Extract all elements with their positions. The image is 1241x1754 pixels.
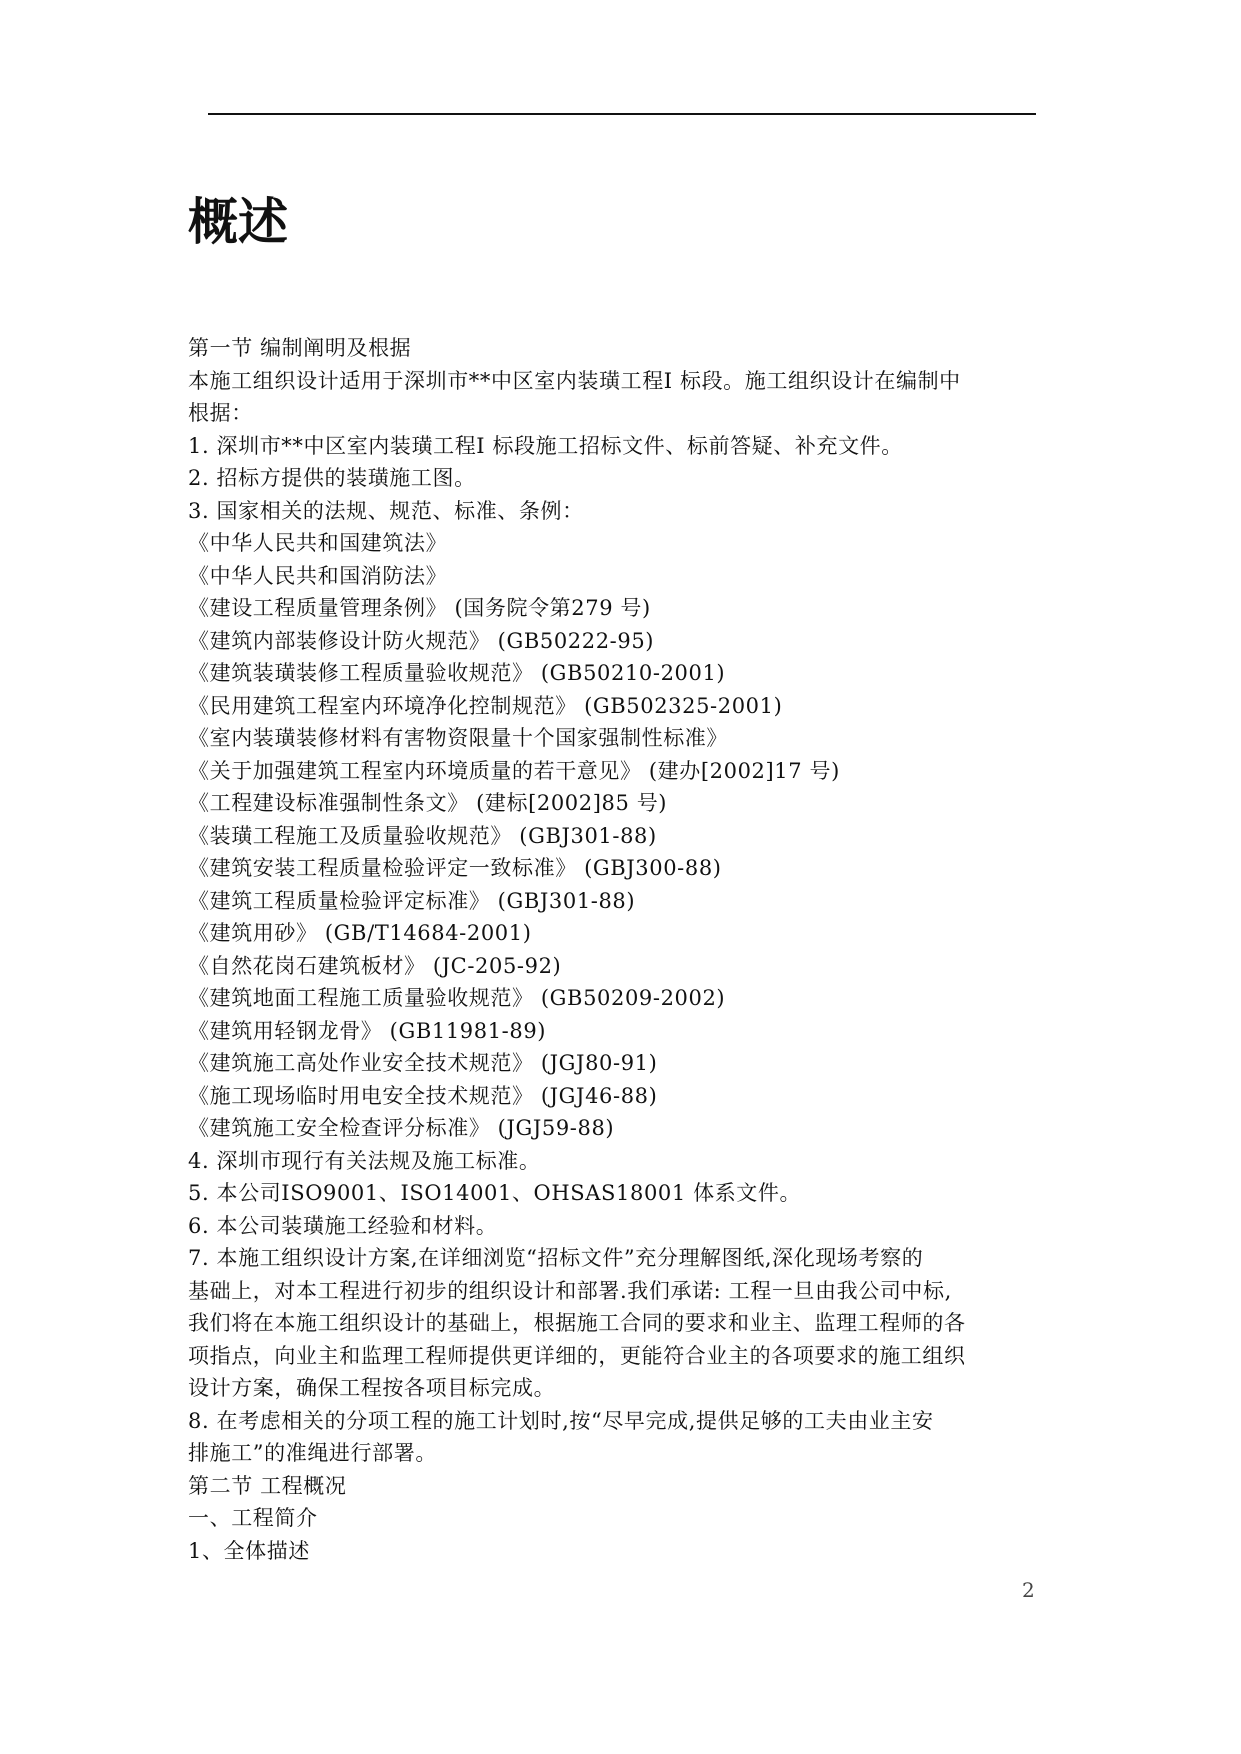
regulation-item: 《建筑用砂》 (GB/T14684-2001) <box>188 921 532 945</box>
list-item: 6. 本公司装璜施工经验和材料。 <box>188 1213 498 1238</box>
regulation-item: 《中华人民共和国消防法》 <box>188 563 448 588</box>
regulation-item: 《建筑施工安全检查评分标准》 (JGJ59-88) <box>188 1116 615 1140</box>
regulation-item: 《民用建筑工程室内环境净化控制规范》 (GB502325-2001) <box>188 693 783 718</box>
regulation-item: 《建筑地面工程施工质量验收规范》 (GB50209-2002) <box>188 986 726 1010</box>
regulation-item: 《室内装璜装修材料有害物资限量十个国家强制性标准》 <box>188 726 728 750</box>
list-item: 7. 本施工组织设计方案,在详细浏览“招标文件”充分理解图纸,深化现场考察的 <box>188 1246 924 1270</box>
paragraph-line: 我们将在本施工组织设计的基础上，根据施工合同的要求和业主、监理工程师的各 <box>188 1311 966 1335</box>
subsection-heading: 一、工程简介 <box>188 1506 318 1530</box>
regulation-item: 《工程建设标准强制性条文》 (建标[2002]85 号) <box>188 791 668 815</box>
paragraph-line: 项指点，向业主和监理工程师提供更详细的，更能符合业主的各项要求的施工组织 <box>188 1343 966 1368</box>
regulation-item: 《中华人民共和国建筑法》 <box>188 531 448 555</box>
list-item: 1. 深圳市**中区室内装璜工程Ⅰ 标段施工招标文件、标前答疑、补充文件。 <box>188 433 903 458</box>
paragraph-line: 本施工组织设计适用于深圳市**中区室内装璜工程Ⅰ 标段。施工组织设计在编制中 <box>188 368 961 393</box>
regulation-item: 《关于加强建筑工程室内环境质量的若干意见》 (建办[2002]17 号) <box>188 758 840 783</box>
paragraph-line: 基础上，对本工程进行初步的组织设计和部署.我们承诺: 工程一旦由我公司中标, <box>188 1278 952 1303</box>
header-rule <box>208 113 1036 115</box>
regulation-item: 《装璜工程施工及质量验收规范》 (GBJ301-88) <box>188 823 657 848</box>
regulation-item: 《建设工程质量管理条例》 (国务院令第279 号) <box>188 596 651 620</box>
section-heading: 第一节 编制阐明及根据 <box>188 336 412 360</box>
regulation-item: 《建筑施工高处作业安全技术规范》 (JGJ80-91) <box>188 1051 658 1075</box>
subsection-heading: 1、全体描述 <box>188 1538 310 1563</box>
regulation-item: 《建筑装璜装修工程质量验收规范》 (GB50210-2001) <box>188 661 726 685</box>
page-title: 概述 <box>188 193 288 251</box>
regulation-item: 《建筑用轻钢龙骨》 (GB11981-89) <box>188 1018 547 1043</box>
list-item: 5. 本公司ISO9001、ISO14001、OHSAS18001 体系文件。 <box>188 1181 802 1205</box>
regulation-item: 《建筑安装工程质量检验评定一致标准》 (GBJ300-88) <box>188 856 722 880</box>
page-number: 2 <box>1022 1578 1035 1602</box>
section-heading: 第二节 工程概况 <box>188 1473 347 1498</box>
regulation-item: 《建筑内部装修设计防火规范》 (GB50222-95) <box>188 628 655 653</box>
regulation-item: 《建筑工程质量检验评定标准》 (GBJ301-88) <box>188 888 636 913</box>
regulation-item: 《施工现场临时用电安全技术规范》 (JGJ46-88) <box>188 1083 658 1108</box>
list-item: 8. 在考虑相关的分项工程的施工计划时,按“尽早完成,提供足够的工夫由业主安 <box>188 1408 934 1433</box>
list-item: 3. 国家相关的法规、规范、标准、条例： <box>188 498 584 523</box>
paragraph-line: 根据： <box>188 401 253 425</box>
regulation-item: 《自然花岗石建筑板材》 (JC-205-92) <box>188 953 562 978</box>
body-text <box>188 332 1068 1567</box>
list-item: 2. 招标方提供的装璜施工图。 <box>188 466 476 490</box>
paragraph-line: 设计方案，确保工程按各项目标完成。 <box>188 1376 556 1400</box>
paragraph-line: 排施工”的准绳进行部署。 <box>188 1441 437 1465</box>
list-item: 4. 深圳市现行有关法规及施工标准。 <box>188 1148 541 1173</box>
